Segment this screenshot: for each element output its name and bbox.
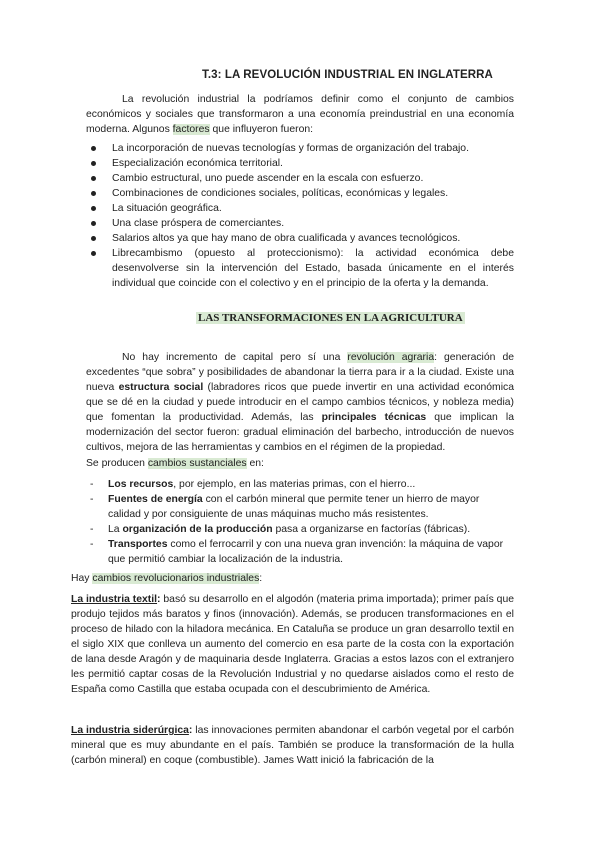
intro-text: La revolución industrial la podríamos definir como el conjunto de cambios económicos y sociales que transformaron a una economía preindustrial en una economía moderna. Algunos (86, 94, 514, 135)
bullet-icon (91, 146, 96, 151)
item-bold: Los recursos (108, 479, 174, 490)
list-item-text: Cambio estructural, uno puede ascender en la escala con esfuerzo. (112, 173, 424, 184)
list-item (86, 186, 514, 201)
bullet-icon (91, 191, 96, 196)
item-text: , por ejemplo, en las materias primas, con el hierro... (173, 479, 416, 490)
list-item-text: La situación geográfica. (112, 203, 222, 214)
list-item-text: Librecambismo (opuesto al proteccionismo): la actividad económica debe desenvolverse sin la intervención del Estado, basada únicamente en el interés individual que coincide con el colectivo y en el principio de la oferta y la demanda. (112, 248, 514, 289)
bullet-icon (91, 176, 96, 181)
agri-text: : generación de excedentes “que sobra” y posibilidades de abandonar la tierra para ir a la ciudad. Existe una nueva (86, 352, 515, 393)
item-text: pasa a organizarse en factorías (fábricas). (272, 524, 471, 535)
section-heading: LAS TRANSFORMACIONES EN LA AGRICULTURA (198, 312, 463, 324)
textil-colon: : (157, 594, 161, 605)
list-item (86, 156, 514, 171)
textil-paragraph (71, 592, 514, 697)
list-item (76, 522, 514, 537)
dash-bullet: - (90, 524, 94, 535)
agri-paragraph (86, 350, 514, 455)
revolution-text: : (259, 573, 263, 584)
intro-paragraph (86, 92, 514, 137)
list-item (86, 171, 514, 186)
agri-text: (labradores ricos que puede invertir en una actividad económica que se dé en la ciudad y puede introducir en el campo cambios técnicos, y nobleza media) que fomentan la productividad. Además, las (86, 382, 514, 423)
changes-text: en: (246, 458, 264, 469)
item-bold: organización de la producción (122, 524, 273, 535)
list-item-text: Combinaciones de condiciones sociales, políticas, económicas y legales. (112, 188, 449, 199)
highlight-factores: factores (172, 124, 210, 135)
dash-bullet: - (90, 539, 94, 550)
textil-text: basó su desarrollo en el algodón (materia prima importada); primer país que produjo tejidos más baratos y finos (innovación). Además, se producen transformaciones en el proceso de hilado con la hiladora mecánica. En Cataluña se produce un gran desarrollo textil en el siglo XIX que conlleva un aumento del comercio en esa parte de la costa con la exportación de lana desde Aragón y de maquinaria desde Inglaterra. Gracias a estos lazos con el extranjero les permitió captar cosas de la Revolución Industrial y no quedarse aislados como el resto de España como Castilla que estaba ocupada con el descubrimiento de América. (71, 594, 515, 695)
list-item (86, 231, 514, 246)
changes-list (76, 477, 514, 567)
highlight-revolucion-agraria: revolución agraria (347, 352, 435, 363)
list-item-text: Una clase próspera de comerciantes. (112, 218, 285, 229)
siderurgica-text: las innovaciones permiten abandonar el carbón vegetal por el carbón mineral que es muy abundante en el país. También se produce la transformación de la hulla (carbón mineral) en coque (combustible). James Watt inició la fabricación de la (71, 725, 514, 766)
item-text: como el ferrocarril y con una nueva gran invención: la máquina de vapor que permitió cambiar la localización de la industria. (108, 539, 504, 565)
intro-text-end: que influyeron fueron: (209, 124, 314, 135)
list-item (76, 477, 514, 492)
item-pre: La (108, 524, 123, 535)
changes-text: Se producen (86, 458, 148, 469)
agri-text: No hay incremento de capital pero sí una (122, 352, 348, 363)
item-bold: Fuentes de energía (108, 494, 203, 505)
list-item (86, 216, 514, 231)
list-item (86, 246, 514, 291)
changes-intro (86, 456, 514, 471)
highlight-cambios-revolucionarios: cambios revolucionarios industriales (92, 573, 260, 584)
revolution-intro (71, 571, 514, 586)
dash-bullet: - (90, 494, 94, 505)
list-item (86, 141, 514, 156)
bold-estructura-social: estructura social (118, 382, 204, 393)
bullet-icon (91, 161, 96, 166)
textil-heading: La industria textil (71, 594, 158, 605)
highlight-cambios-sustanciales: cambios sustanciales (147, 458, 247, 469)
revolution-text: Hay (71, 573, 93, 584)
list-item (76, 537, 514, 567)
bullet-icon (91, 221, 96, 226)
agri-text: que implican la modernización del sector fueron: gradual eliminación del barbecho, introducción de nuevos cultivos, mejora de las herramientas y cambios en el régimen de la propiedad. (86, 412, 514, 453)
bold-principales-tecnicas: principales técnicas (321, 412, 427, 423)
page-title: T.3: LA REVOLUCIÓN INDUSTRIAL EN INGLATERRA (202, 69, 493, 81)
list-item-text: Especialización económica territorial. (112, 158, 283, 169)
bullet-icon (91, 251, 96, 256)
bullet-icon (91, 236, 96, 241)
siderurgica-paragraph (71, 723, 514, 768)
list-item-text: Salarios altos ya que hay mano de obra cualificada y avances tecnológicos. (112, 233, 461, 244)
item-text: con el carbón mineral que permite tener un hierro de mayor calidad y por consiguiente de unas máquinas mucho más resistentes. (108, 494, 480, 520)
dash-bullet: - (90, 479, 94, 490)
list-item-text: La incorporación de nuevas tecnologías y formas de organización del trabajo. (112, 143, 469, 154)
list-item (86, 201, 514, 216)
siderurgica-colon: : (188, 725, 193, 736)
item-bold: Transportes (108, 539, 168, 550)
list-item (76, 492, 514, 522)
siderurgica-heading: La industria siderúrgica (71, 725, 189, 736)
factors-list (86, 141, 514, 291)
bullet-icon (91, 206, 96, 211)
